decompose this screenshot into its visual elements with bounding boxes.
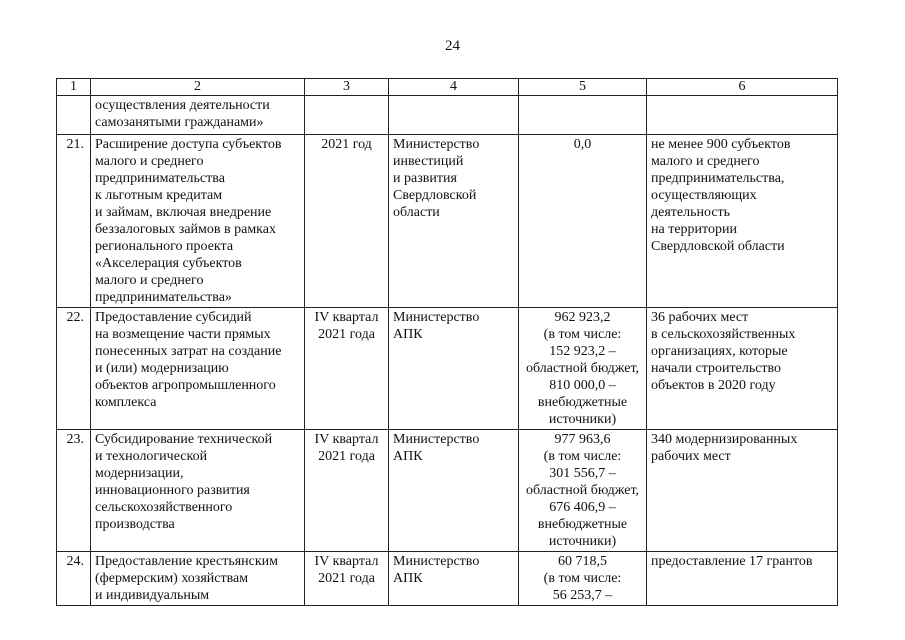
row-number-cell <box>57 96 91 135</box>
cell-line: Субсидирование технической <box>95 432 273 447</box>
cell-line: предпринимательства» <box>95 290 232 305</box>
cell-line: АПК <box>393 327 423 342</box>
cell-line: источники) <box>548 534 617 549</box>
cell-line: 2021 года <box>318 571 375 586</box>
header-cell: 5 <box>519 79 647 96</box>
row-number-cell: 24. <box>57 552 91 606</box>
cell-line: регионального проекта <box>95 239 234 254</box>
cell-line: беззалоговых займов в рамках <box>95 222 276 237</box>
executor-cell <box>389 135 519 308</box>
cell-line: Предоставление субсидий <box>95 310 252 325</box>
event-cell <box>91 430 305 552</box>
table-row <box>57 96 838 135</box>
event-cell <box>91 135 305 308</box>
cell-line: IV квартал <box>314 310 379 325</box>
cell-line: 0,0 <box>573 137 592 152</box>
cell-line: 977 963,6 <box>554 432 611 447</box>
cell-line: 962 923,2 <box>554 310 611 325</box>
cell-line: источники) <box>548 412 617 427</box>
measures-table <box>56 78 838 606</box>
cell-line: к льготным кредитам <box>95 188 223 203</box>
cell-line: инвестиций <box>393 154 464 169</box>
cell-line: инновационного развития <box>95 483 250 498</box>
cell-line: Свердловской <box>393 188 477 203</box>
table-row <box>57 135 838 308</box>
page-number: 24 <box>445 38 460 54</box>
cell-line: Министерство <box>393 432 480 447</box>
cell-line: 676 406,9 – <box>549 500 616 515</box>
funding-cell <box>519 552 647 606</box>
cell-line: Расширение доступа субъектов <box>95 137 282 152</box>
cell-line: IV квартал <box>314 554 379 569</box>
cell-line: (в том числе: <box>543 449 622 464</box>
cell-line: АПК <box>393 571 423 586</box>
cell-line: организациях, которые <box>651 344 788 359</box>
cell-line: понесенных затрат на создание <box>95 344 282 359</box>
cell-line: внебюджетные <box>537 395 628 410</box>
event-cell <box>91 308 305 430</box>
row-number-cell: 23. <box>57 430 91 552</box>
cell-line: осуществляющих <box>651 188 757 203</box>
cell-line: деятельность <box>651 205 731 220</box>
cell-line: объектов в 2020 году <box>651 378 776 393</box>
cell-line: Министерство <box>393 310 480 325</box>
cell-line: на территории <box>651 222 737 237</box>
table-row <box>57 552 838 606</box>
cell-line: Министерство <box>393 137 480 152</box>
cell-line: 340 модернизированных <box>651 432 798 447</box>
event-cell <box>91 552 305 606</box>
result-cell <box>647 552 838 606</box>
cell-line: 2021 года <box>318 327 375 342</box>
cell-line: области <box>393 205 440 220</box>
cell-line: объектов агропромышленного <box>95 378 276 393</box>
cell-line: 56 253,7 – <box>552 588 613 603</box>
term-cell <box>305 308 389 430</box>
cell-line: рабочих мест <box>651 449 731 464</box>
executor-cell <box>389 430 519 552</box>
term-cell <box>305 96 389 135</box>
table-row <box>57 430 838 552</box>
cell-line: АПК <box>393 449 423 464</box>
cell-line: IV квартал <box>314 432 379 447</box>
cell-line: и технологической <box>95 449 208 464</box>
cell-line: на возмещение части прямых <box>95 327 271 342</box>
cell-line: (фермерским) хозяйствам <box>95 571 249 586</box>
cell-line: 152 923,2 – <box>549 344 616 359</box>
row-number-cell: 22. <box>57 308 91 430</box>
cell-line: 2021 год <box>321 137 372 152</box>
cell-line: и развития <box>393 171 457 186</box>
cell-line: сельскохозяйственного <box>95 500 233 515</box>
executor-cell <box>389 308 519 430</box>
cell-line: 810 000,0 – <box>549 378 616 393</box>
cell-line: производства <box>95 517 175 532</box>
cell-line: и займам, включая внедрение <box>95 205 272 220</box>
executor-cell <box>389 552 519 606</box>
cell-line: (в том числе: <box>543 327 622 342</box>
result-cell <box>647 135 838 308</box>
cell-line: малого и среднего <box>95 154 204 169</box>
event-cell <box>91 96 305 135</box>
funding-cell <box>519 96 647 135</box>
header-cell: 1 <box>57 79 91 96</box>
executor-cell <box>389 96 519 135</box>
cell-line: предпринимательства <box>95 171 225 186</box>
term-cell <box>305 430 389 552</box>
table-row <box>57 308 838 430</box>
cell-line: Министерство <box>393 554 480 569</box>
cell-line: внебюджетные <box>537 517 628 532</box>
funding-cell <box>519 135 647 308</box>
cell-line: (в том числе: <box>543 571 622 586</box>
cell-line: областной бюджет, <box>525 361 640 376</box>
cell-line: не менее 900 субъектов <box>651 137 791 152</box>
row-number-cell: 21. <box>57 135 91 308</box>
cell-line: комплекса <box>95 395 157 410</box>
cell-line: малого и среднего <box>95 273 204 288</box>
cell-line: «Акселерация субъектов <box>95 256 242 271</box>
cell-line: начали строительство <box>651 361 782 376</box>
header-cell: 2 <box>91 79 305 96</box>
cell-line: модернизации, <box>95 466 184 481</box>
cell-line: предоставление 17 грантов <box>651 554 813 569</box>
funding-cell <box>519 308 647 430</box>
cell-line: 36 рабочих мест <box>651 310 749 325</box>
table-header-row <box>57 79 838 96</box>
cell-line: 2021 года <box>318 449 375 464</box>
header-cell: 3 <box>305 79 389 96</box>
cell-line: и (или) модернизацию <box>95 361 229 376</box>
header-cell: 6 <box>647 79 838 96</box>
term-cell <box>305 552 389 606</box>
cell-line: самозанятыми гражданами» <box>95 115 264 130</box>
header-cell: 4 <box>389 79 519 96</box>
cell-line: малого и среднего <box>651 154 760 169</box>
term-cell <box>305 135 389 308</box>
cell-line: предпринимательства, <box>651 171 785 186</box>
cell-line: Свердловской области <box>651 239 785 254</box>
result-cell <box>647 430 838 552</box>
cell-line: областной бюджет, <box>525 483 640 498</box>
cell-line: 301 556,7 – <box>549 466 616 481</box>
cell-line: осуществления деятельности <box>95 98 270 113</box>
result-cell <box>647 96 838 135</box>
cell-line: 60 718,5 <box>558 554 607 569</box>
cell-line: Предоставление крестьянским <box>95 554 279 569</box>
result-cell <box>647 308 838 430</box>
cell-line: в сельскохозяйственных <box>651 327 796 342</box>
cell-line: и индивидуальным <box>95 588 210 603</box>
funding-cell <box>519 430 647 552</box>
